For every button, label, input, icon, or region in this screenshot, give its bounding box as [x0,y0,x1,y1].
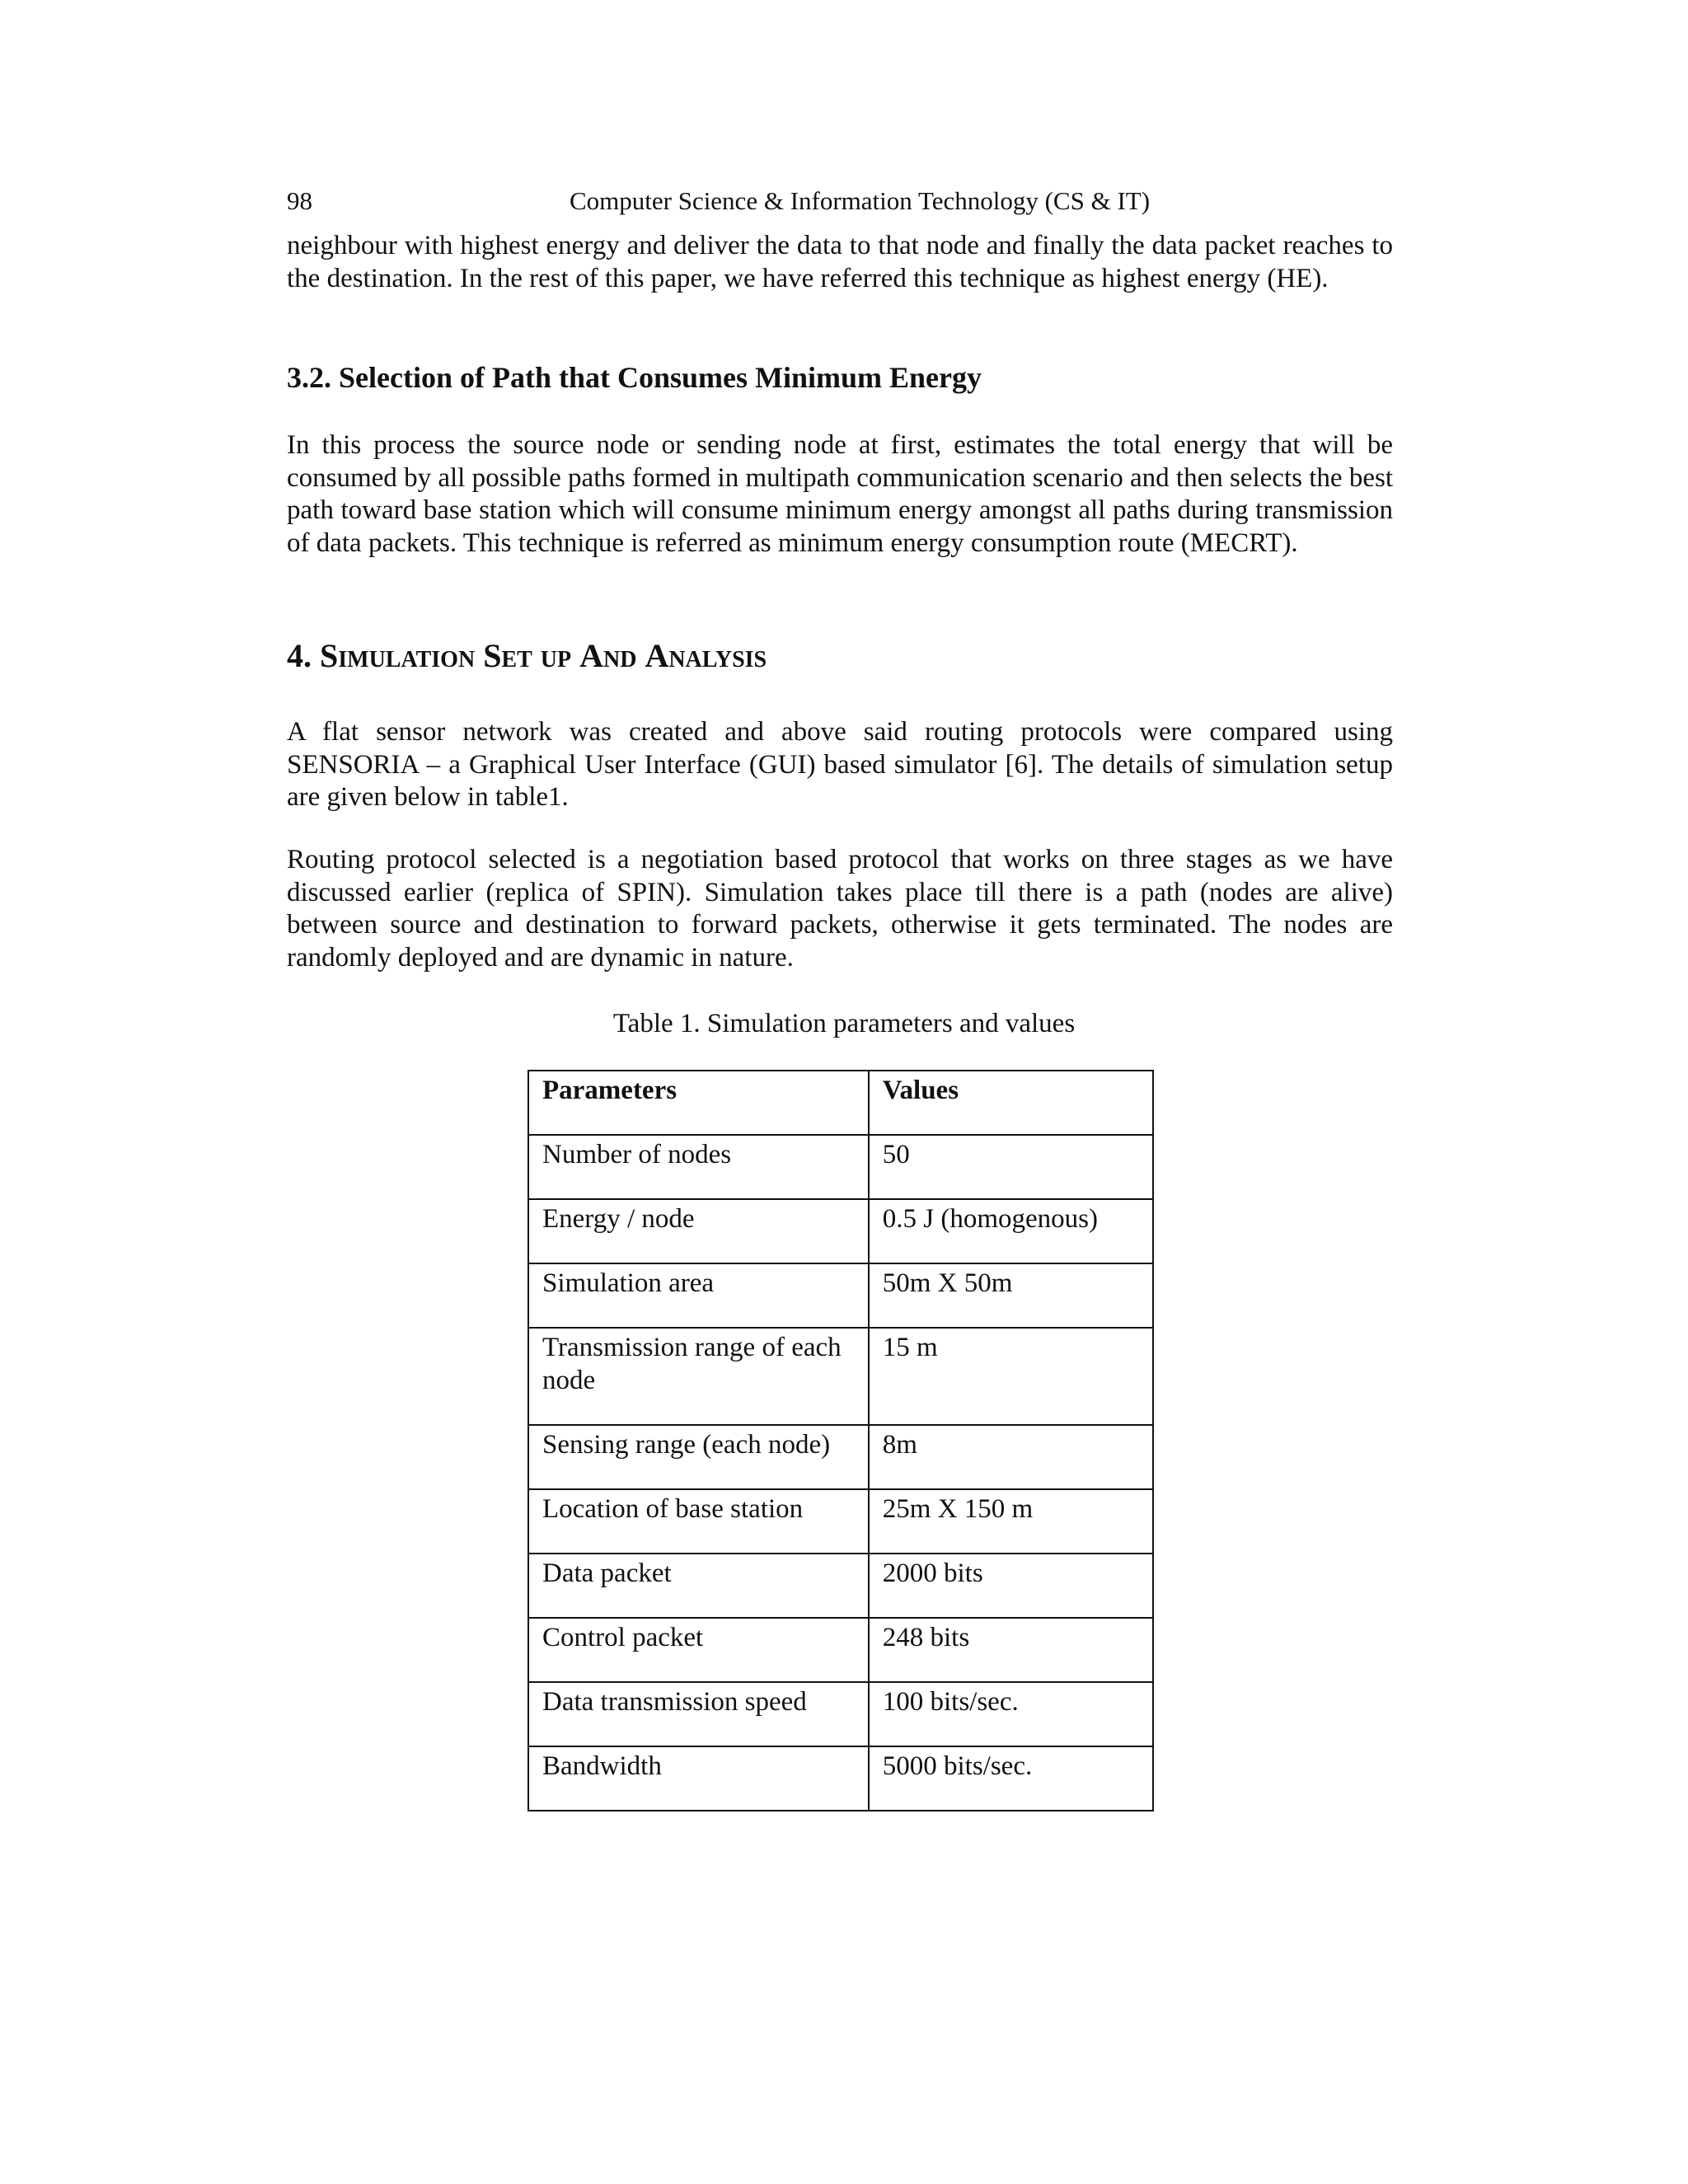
section-4-title-word: And [579,637,637,674]
section-3-2-paragraph: In this process the source node or sending node at first, estimates the total energy that will be consumed by all possible paths formed in multipath communication scenario and then selects the best path toward base station which will consume minimum energy amongst all paths during transmission of data packets. This technique is referred as minimum energy consumption route (MECRT). [287,430,1393,558]
table-row [528,1489,1153,1554]
table-cell-value: 248 bits [869,1618,1153,1682]
table-row [528,1135,1153,1199]
table-cell-value: 25m X 150 m [869,1489,1153,1554]
section-4-title-word: Simulation [320,637,476,674]
table-cell-value: 100 bits/sec. [869,1682,1153,1746]
table-row [528,1746,1153,1811]
section-4-paragraph-2: Routing protocol selected is a negotiation based protocol that works on three stages as we have discussed earlier (replica of SPIN). Simulation takes place till there is a path (nodes are alive) between source and destination to forward packets, otherwise it gets terminated. The nodes are randomly deployed and are dynamic in nature. [287,845,1393,972]
table-cell-value: 2000 bits [869,1554,1153,1618]
table-cell-value: 15 m [869,1328,1153,1425]
section-4-title-space [636,637,645,674]
table-row [528,1199,1153,1263]
table-cell-value: 50 [869,1135,1153,1199]
table-row [528,1263,1153,1328]
table-cell-value: 50m X 50m [869,1263,1153,1328]
table-cell-parameter: Energy / node [528,1199,869,1263]
table-cell-parameter: Number of nodes [528,1135,869,1199]
table-header-row [528,1071,1153,1135]
table-row [528,1618,1153,1682]
table-cell-parameter: Data transmission speed [528,1682,869,1746]
section-4-title-space [571,637,579,674]
table-row [528,1328,1153,1425]
table-row [528,1682,1153,1746]
simulation-parameters-table [528,1070,1154,1811]
table-cell-parameter: Bandwidth [528,1746,869,1811]
table-header-values: Values [869,1071,1153,1135]
table-cell-value: 8m [869,1425,1153,1489]
page-number: 98 [287,186,312,215]
table-cell-parameter: Location of base station [528,1489,869,1554]
section-4-title-word: Analysis [645,637,767,674]
section-4-paragraph-1: A flat sensor network was created and above said routing protocols were compared using SENSORIA – a Graphical User Interface (GUI) based simulator [6]. The details of simulation setup are given below in table1. [287,717,1393,812]
table-cell-parameter: Sensing range (each node) [528,1425,869,1489]
table-cell-value: 5000 bits/sec. [869,1746,1153,1811]
section-4-number: 4. [287,637,320,674]
section-4-title-space [475,637,483,674]
table-row [528,1554,1153,1618]
table-row [528,1425,1153,1489]
section-4-title-word: Set up [483,637,572,674]
table-cell-parameter: Control packet [528,1618,869,1682]
table-cell-parameter: Data packet [528,1554,869,1618]
running-header [287,183,1400,219]
table-caption: Table 1. Simulation parameters and values [612,1009,1076,1038]
journal-name: Computer Science & Information Technology (CS & IT) [569,186,1151,215]
section-4-heading [287,635,767,677]
table-header-parameters: Parameters [528,1071,869,1135]
section-3-2-heading: 3.2. Selection of Path that Consumes Minimum Energy [287,361,982,394]
intro-paragraph: neighbour with highest energy and deliver the data to that node and finally the data packet reaches to the destination. In the rest of this paper, we have referred this technique as highest energy (HE). [287,231,1393,293]
table-cell-value: 0.5 J (homogenous) [869,1199,1153,1263]
table-cell-parameter: Transmission range of each node [528,1328,869,1425]
table-cell-parameter: Simulation area [528,1263,869,1328]
